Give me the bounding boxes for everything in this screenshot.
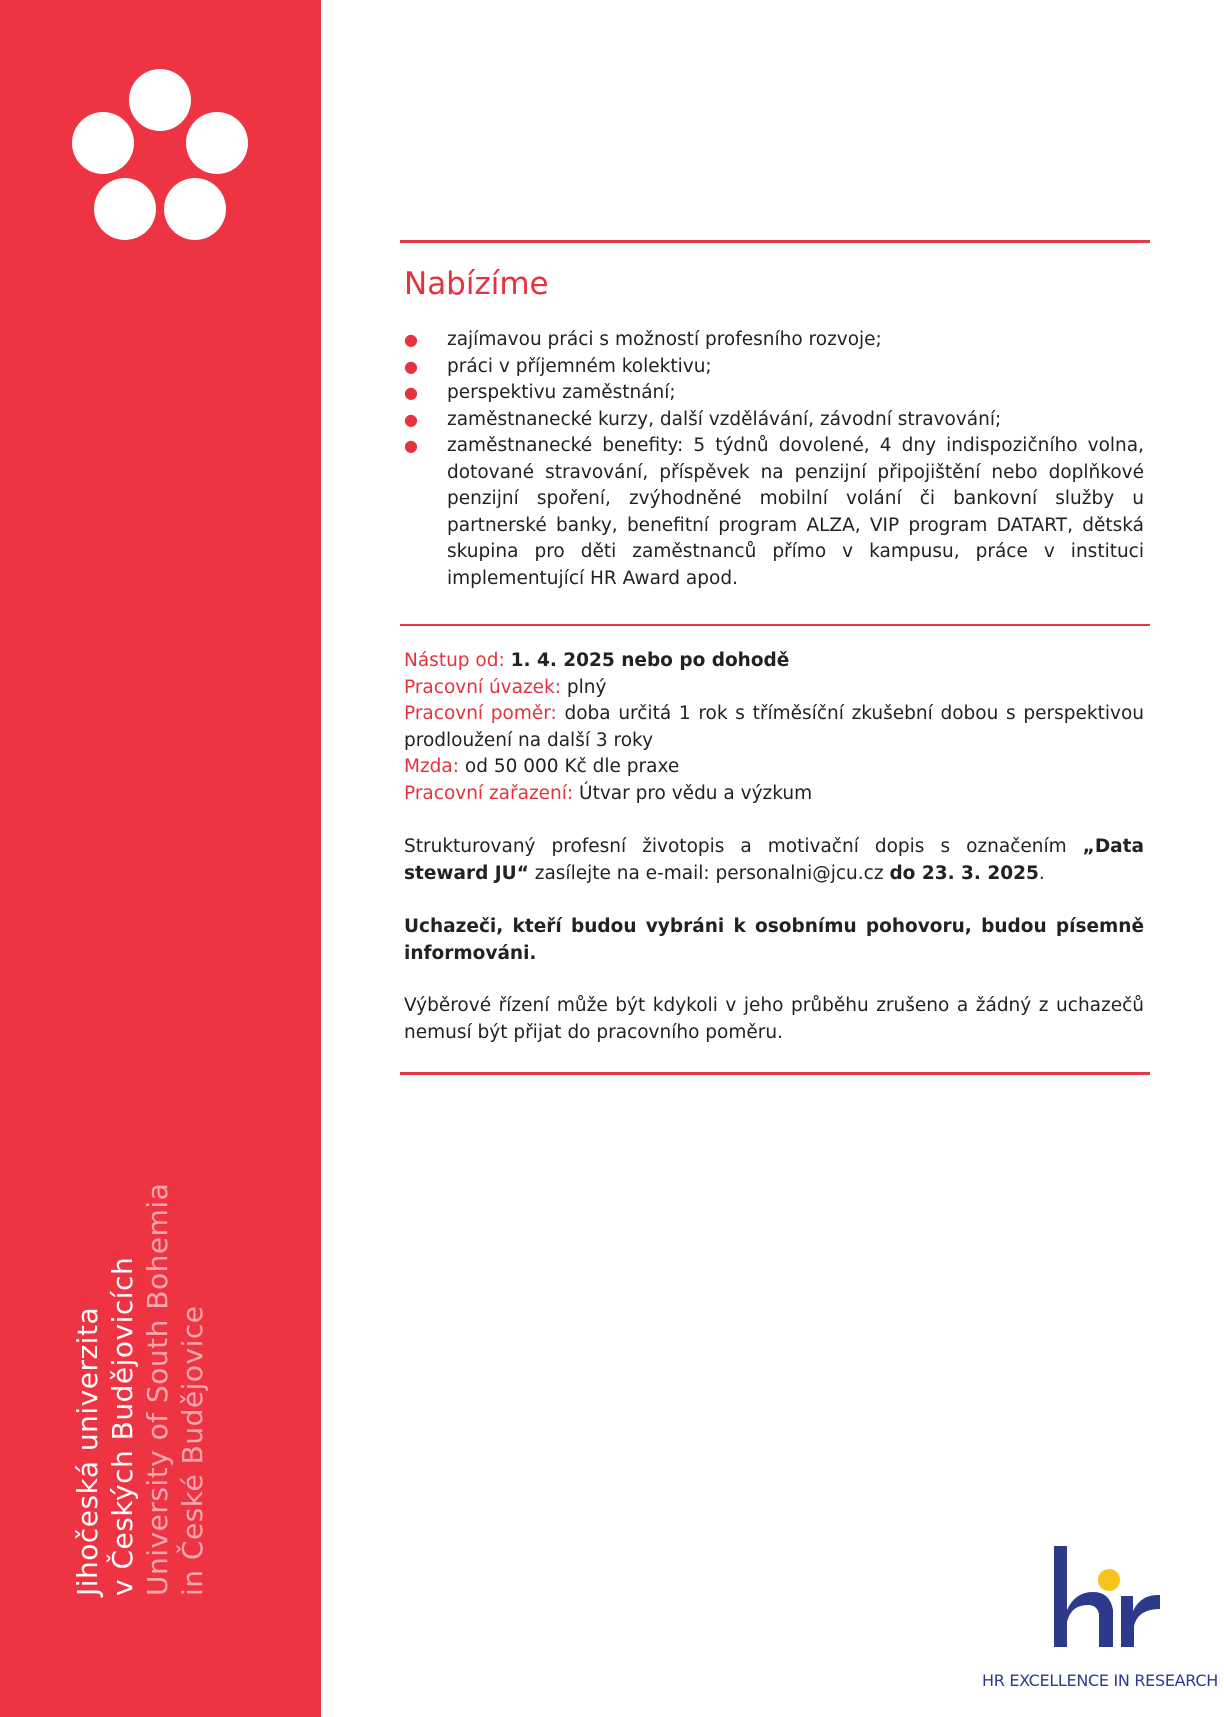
application-text-mid: zasílejte na e-mail: personalni@jcu.cz [528, 862, 890, 884]
offer-item [404, 433, 1144, 592]
university-name-cz-line2: v Českých Budějovicích [106, 1256, 139, 1596]
offer-item-text: perspektivu zaměstnání; [447, 382, 676, 403]
offer-item [404, 327, 1144, 354]
offer-item [404, 380, 1144, 407]
university-logo-icon [70, 68, 250, 243]
start-label: Nástup od: [404, 650, 505, 671]
bullet-icon: ● [404, 383, 418, 402]
offer-item [404, 354, 1144, 381]
detail-salary [404, 754, 1144, 781]
contract-value: doba určitá 1 rok s tříměsíční zkušební dobou s perspektivou prodloužení na další 3 roky [404, 703, 1144, 751]
start-value: 1. 4. 2025 nebo po dohodě [510, 650, 790, 671]
university-name [70, 1176, 210, 1596]
hr-excellence-caption: HR EXCELLENCE IN RESEARCH [982, 1671, 1218, 1690]
top-divider [400, 240, 1150, 243]
interview-notice [404, 914, 1144, 967]
detail-department [404, 781, 1144, 808]
workload-value: plný [566, 676, 607, 698]
application-text-end: . [1038, 862, 1045, 884]
detail-contract [404, 701, 1144, 754]
offer-item-text: zaměstnanecké kurzy, další vzdělávání, závodní stravování; [447, 408, 1002, 430]
disclaimer: Výběrové řízení může být kdykoli v jeho průběhu zrušeno a žádný z uchazečů nemusí být přijat do pracovního poměru. [404, 995, 1144, 1043]
salary-value: od 50 000 Kč dle praxe [464, 756, 680, 777]
offer-item-text: zajímavou práci s možností profesního rozvoje; [447, 329, 882, 350]
job-details [404, 648, 1144, 807]
application-paragraph [404, 834, 1144, 887]
bullet-icon: ● [404, 330, 418, 349]
bullet-icon: ● [404, 436, 418, 455]
bullet-icon: ● [404, 409, 418, 429]
salary-label: Mzda: [404, 756, 459, 777]
department-label: Pracovní zařazení: [404, 782, 574, 804]
workload-label: Pracovní úvazek: [404, 676, 562, 698]
detail-start [404, 648, 1144, 675]
sidebar [0, 0, 321, 1717]
offer-heading: Nabízíme [404, 266, 549, 302]
middle-divider [400, 624, 1150, 626]
university-name-en-line2: in České Budějovice [176, 1305, 209, 1596]
offer-item-text: zaměstnanecké benefity: 5 týdnů dovolené, 4 dny indispozičního volna, dotované stravování, příspěvek na penzijní připojištění nebo doplňkové penzijní spoření, zvýhodněné mobilní volání či bankovní služby u partnerské banky, benefitní program ALZA, VIP program DATART, dětská skupina pro děti zaměstnanců přímo v kampusu, práce v instituci implementující HR Award apod. [447, 435, 1144, 589]
application-text-before: Strukturovaný profesní životopis a motivační dopis s označením [404, 836, 1083, 857]
offer-item [404, 407, 1144, 434]
department-value: Útvar pro vědu a výzkum [579, 782, 813, 804]
bullet-icon: ● [404, 356, 418, 376]
university-name-en-line1: University of South Bohemia [141, 1182, 174, 1596]
offer-item-text: práci v příjemném kolektivu; [447, 355, 712, 377]
contract-label: Pracovní poměr: [404, 703, 557, 724]
offer-list [404, 327, 1144, 592]
application-deadline: do 23. 3. 2025 [889, 862, 1039, 884]
detail-workload [404, 675, 1144, 702]
interview-notice-text: Uchazeči, kteří budou vybráni k osobnímu pohovoru, budou písemně informováni. [404, 916, 1144, 964]
university-name-cz-line1: Jihočeská univerzita [71, 1306, 104, 1596]
bottom-divider [400, 1072, 1150, 1075]
application-tag: „Data steward JU“ [404, 836, 1144, 884]
